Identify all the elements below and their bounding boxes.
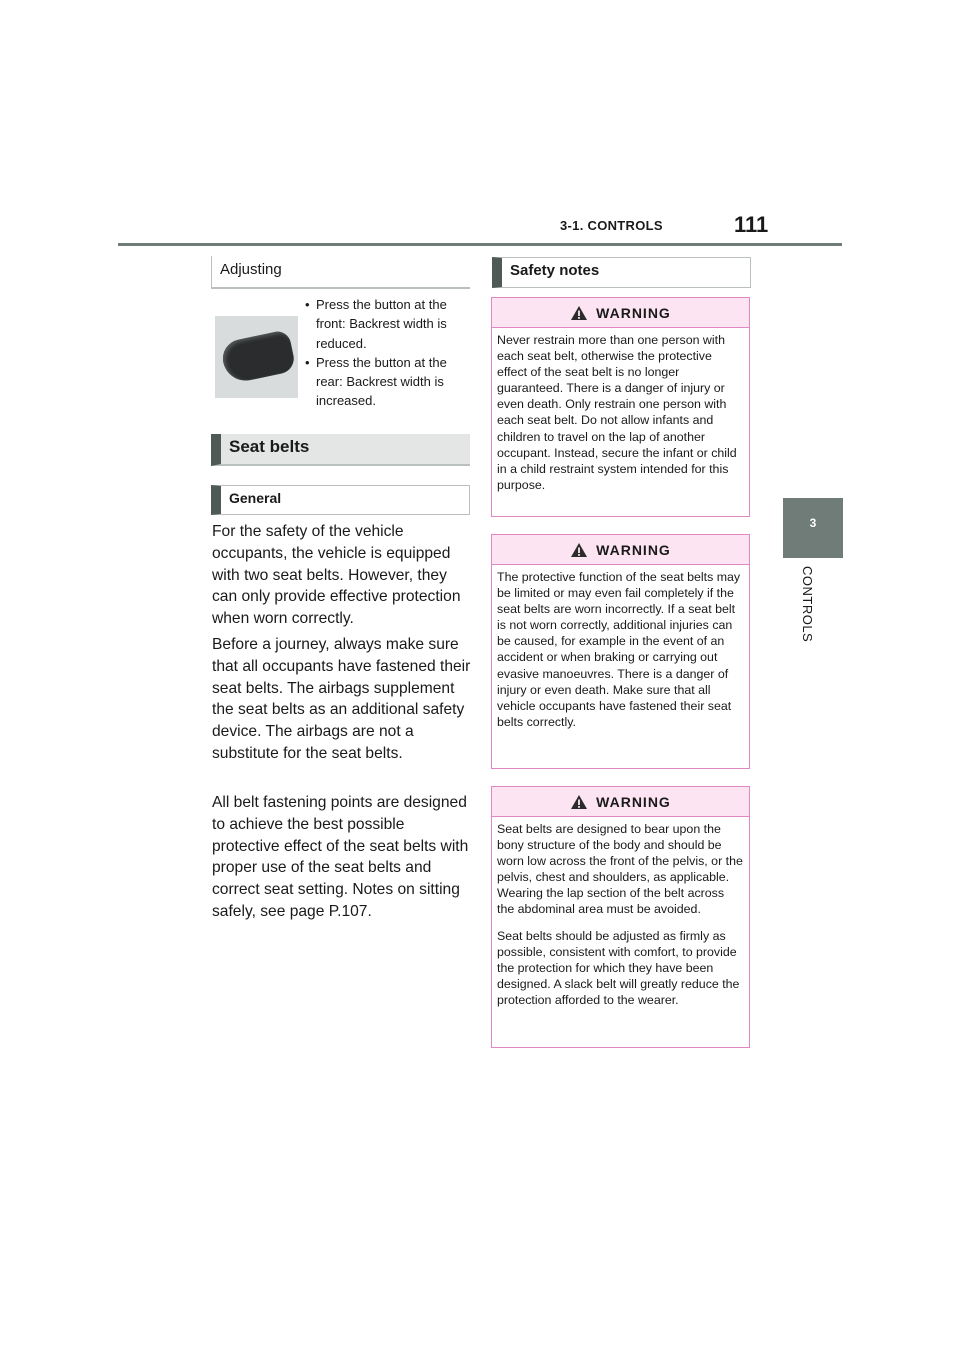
- chapter-tab: [783, 498, 843, 558]
- body-paragraph: Before a journey, always make sure that all occupants have fastened their seat belts. The airbags supplement the seat belts as an additional safety device. The airbags are not a substitute for the seat belts.: [212, 636, 471, 762]
- warning-label: WARNING: [596, 793, 671, 810]
- body-paragraph: For the safety of the vehicle occupants, the vehicle is equipped with two seat belts. However, they can only provide effective protection when worn correctly.: [212, 523, 461, 628]
- warning-paragraph: Seat belts should be adjusted as firmly as possible, consistent with comfort, to provide the protection for which they have been designed. A slack belt will greatly reduce the protection afforded to the wearer.: [497, 928, 740, 1007]
- warning-triangle-icon: [570, 305, 588, 321]
- warning-label: WARNING: [596, 304, 671, 321]
- header-rule: [118, 243, 842, 246]
- warning-box: [491, 534, 750, 769]
- page-number: 111: [734, 212, 769, 237]
- general-heading: General: [211, 485, 470, 515]
- safety-notes-heading: Safety notes: [492, 257, 751, 288]
- warning-header: [492, 298, 749, 328]
- warning-box: [491, 786, 750, 1048]
- warning-box: [491, 297, 750, 517]
- adjusting-heading: Adjusting: [211, 256, 470, 288]
- warning-paragraph: Seat belts are designed to bear upon the bony structure of the body and should be worn low across the front of the pelvis, or the pelvis, chest and shoulders, as applicable. Wearing the lap section of the belt across the abdominal area must be avoided.: [497, 822, 743, 917]
- adjusting-instructions: [303, 295, 468, 411]
- seat-belts-heading: Seat belts: [211, 434, 470, 466]
- chapter-number: 3: [809, 516, 817, 530]
- warning-label: WARNING: [596, 541, 671, 558]
- body-paragraph: All belt fastening points are designed to achieve the best possible protective effect of the seat belts with proper use of the seat belts and correct seat setting. Notes on sitting safely, see page P.107.: [212, 794, 469, 920]
- warning-paragraph: The protective function of the seat belts may be limited or may even fail completely if the seat belts are worn incorrectly. If a seat belt is not worn correctly, additional injuries can be caused, for example in the event of an accident or when braking or carrying out evasive manoeuvres. There is a danger of injury or even death. Make sure that all vehicle occupants have fastened their seat belts correctly.: [497, 570, 741, 729]
- warning-text: [492, 328, 749, 499]
- list-item: • Press the button at the rear: Backrest width is increased.: [303, 353, 468, 411]
- backrest-width-button: [219, 329, 296, 385]
- backrest-button-image: [215, 316, 298, 398]
- adjusting-rule: [211, 288, 470, 289]
- warning-triangle-icon: [570, 794, 588, 810]
- warning-triangle-icon: [570, 542, 588, 558]
- warning-text: [492, 817, 749, 1014]
- warning-header: [492, 535, 749, 565]
- warning-paragraph: Never restrain more than one person with each seat belt, otherwise the protective effect of the seat belt is no longer guaranteed. There is a danger of injury or even death. Only restrain one person with each seat belt. Do not allow infants and children to travel on the lap of another occupant. Instead, secure the infant or child in a child restraint system intended for this purpose.: [497, 333, 737, 492]
- warning-header: [492, 787, 749, 817]
- list-item: • Press the button at the front: Backrest width is reduced.: [303, 295, 468, 353]
- warning-text: [492, 565, 749, 736]
- page-section-title: 3-1. CONTROLS: [560, 218, 663, 233]
- chapter-label: CONTROLS: [800, 566, 815, 643]
